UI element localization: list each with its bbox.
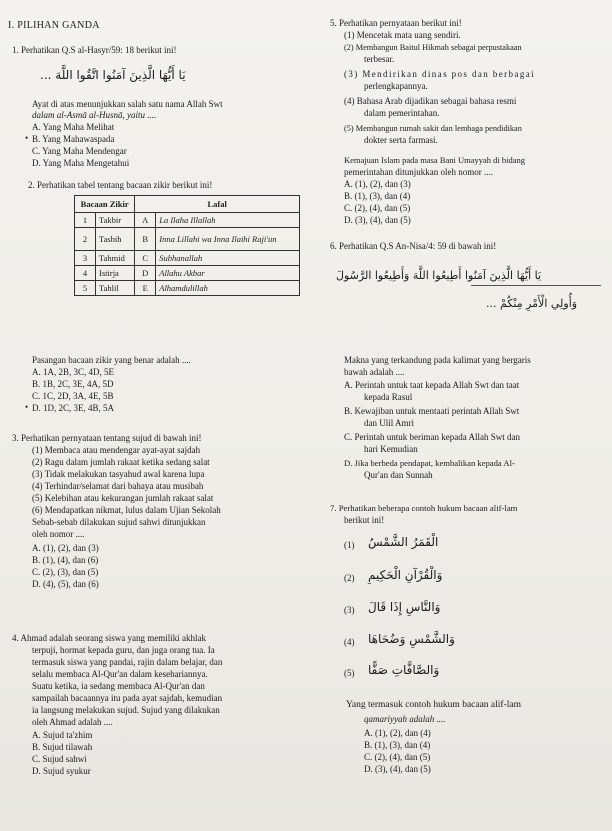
q1-option-c[interactable]: C. Yang Maha Mendengar	[32, 146, 127, 156]
q4-line-5: Suatu ketika, ia sedang membaca Al-Qur'an dan	[32, 681, 205, 691]
q6-option-b[interactable]: B. Kewajiban untuk mentaati perintah Allah Swt	[344, 406, 520, 416]
q5-item-1: (1) Mencetak mata uang sendiri.	[344, 30, 461, 40]
q4-line-7: ia langsung melakukan sujud. Sujud yang dilakukan	[32, 705, 220, 715]
q1-arabic: يَا أَيُّهَا الَّذِينَ آمَنُوا اتَّقُوا اللَّهَ ...	[40, 68, 186, 82]
q7-item-3-arabic: وَالنَّاسِ إِذَا قَالَ	[368, 600, 441, 614]
q7-option-c[interactable]: C. (2), (4), dan (5)	[364, 752, 431, 762]
table-row: 2 Tasbih B Inna Lillahi wa Inna Ilaihi Raji'un	[75, 228, 300, 251]
table-row: 1 Takbir A La Ilaha Illallah	[75, 213, 300, 228]
q5-option-d[interactable]: D. (3), (4), dan (5)	[344, 215, 411, 225]
q6-option-c[interactable]: C. Perintah untuk beriman kepada Allah Swt dan	[344, 432, 520, 442]
q2-after: Pasangan bacaan zikir yang benar adalah ....	[32, 355, 191, 365]
q3-option-c[interactable]: C. (2), (3), dan (5)	[32, 567, 99, 577]
q5-option-c[interactable]: C. (2), (4), dan (5)	[344, 203, 411, 213]
q1-line3: dalam al-Asmā al-Husnā, yaitu ....	[32, 110, 157, 120]
q4-line-8: oleh Ahmad adalah ....	[32, 717, 113, 727]
q4-line-3: termasuk siswa yang pandai, rajin dalam belajar, dan	[32, 657, 223, 667]
q3-item-5: (5) Kelebihan atau kekurangan jumlah rakaat salat	[32, 493, 214, 503]
q2-option-c[interactable]: C. 1C, 2D, 3A, 4E, 5B	[32, 391, 114, 401]
q5-item-2b: terbesar.	[364, 54, 395, 64]
q5-after2: pemerintahan ditunjukkan oleh nomor ....	[344, 167, 493, 177]
q7-item-3-no: (3)	[344, 605, 355, 615]
q1-line2: Ayat di atas menunjukkan salah satu nama Allah Swt	[32, 99, 223, 109]
q6-underline	[471, 285, 601, 286]
q6-option-d[interactable]: D. Jika berbeda pendapat, kembalikan kepada Al-	[344, 458, 515, 468]
q5-after1: Kemajuan Islam pada masa Bani Umayyah di bidang	[344, 155, 526, 165]
q1-option-d[interactable]: D. Yang Maha Mengetahui	[32, 158, 130, 168]
q2-option-d[interactable]: D. 1D, 2C, 3E, 4B, 5A	[32, 403, 115, 413]
table-header-lafal: Lafal	[135, 196, 300, 213]
q1-option-a[interactable]: A. Yang Maha Melihat	[32, 122, 115, 132]
zikir-table	[74, 195, 300, 296]
q6-option-c2[interactable]: hari Kemudian	[364, 444, 418, 454]
q7-option-d[interactable]: D. (3), (4), dan (5)	[364, 764, 431, 774]
table-header-bacaan: Bacaan Zikir	[75, 196, 135, 213]
q7-option-b[interactable]: B. (1), (3), dan (4)	[364, 740, 431, 750]
q7-after1: Yang termasuk contoh hukum bacaan alif-lam	[346, 700, 522, 710]
table-row: 3 Tahmid C Subhanallah	[75, 251, 300, 266]
table-row: 4 Istirja D Allahu Akbar	[75, 266, 300, 281]
q4-option-a[interactable]: A. Sujud ta'zhim	[32, 730, 93, 740]
q3-after1: Sebab-sebab dilakukan sujud sahwi ditunjukkan	[32, 517, 206, 527]
q7-item-5-arabic: وَالصَّافَّاتِ صَفًّا	[368, 663, 440, 677]
q3-after2: oleh nomor ....	[32, 529, 85, 539]
q3-option-a[interactable]: A. (1), (2), dan (3)	[32, 543, 99, 553]
q4-line-2: terpuji, hormat kepada guru, dan juga orang tua. Ia	[32, 645, 215, 655]
q1-marked-dot: •	[25, 133, 29, 143]
q7-option-a[interactable]: A. (1), (2), dan (4)	[364, 728, 431, 738]
q2-option-a[interactable]: A. 1A, 2B, 3C, 4D, 5E	[32, 367, 115, 377]
q3-item-1: (1) Membaca atau mendengar ayat-ayat sajdah	[32, 445, 201, 455]
q6-after1: Makna yang terkandung pada kalimat yang bergaris	[344, 355, 531, 365]
q4-option-d[interactable]: D. Sujud syukur	[32, 766, 91, 776]
q7-item-2-no: (2)	[344, 573, 355, 583]
q5-item-2: (2) Membangun Baitul Hikmah sebagai perpustakaan	[344, 43, 522, 52]
q3-item-3: (3) Tidak melakukan tasyahud awal karena lupa	[32, 469, 205, 479]
q4-line-1: 4. Ahmad adalah seorang siswa yang memiliki akhlak	[12, 633, 206, 643]
q4-option-b[interactable]: B. Sujud tilawah	[32, 742, 93, 752]
q2-marked-dot: •	[25, 402, 29, 412]
q6-text: 6. Perhatikan Q.S An-Nisa/4: 59 di bawah ini!	[330, 241, 497, 251]
q7-item-1-no: (1)	[344, 540, 355, 550]
q7-text2: berikut ini!	[344, 515, 385, 525]
q3-item-4: (4) Terhindar/selamat dari bahaya atau musibah	[32, 481, 204, 491]
q6-option-a2[interactable]: kepada Rasul	[364, 392, 413, 402]
q4-line-4: selalu membaca Al-Qur'an dalam kesehariannya.	[32, 669, 208, 679]
q7-item-4-no: (4)	[344, 637, 355, 647]
q5-item-3b: perlengkapannya.	[364, 81, 428, 91]
q5-item-5b: dokter serta farmasi.	[364, 135, 438, 145]
q7-after2: qamariyyah adalah ....	[364, 714, 446, 724]
section-title: I. PILIHAN GANDA	[8, 20, 100, 31]
q3-item-6: (6) Mendapatkan nikmat, lulus dalam Ujian Sekolah	[32, 505, 221, 515]
q5-option-a[interactable]: A. (1), (2), dan (3)	[344, 179, 411, 189]
q6-after2: bawah adalah ....	[344, 367, 405, 377]
q5-text: 5. Perhatikan pernyataan berikut ini!	[330, 18, 462, 28]
q4-line-6: sampailah bacaannya itu pada ayat sajdah, kemudian	[32, 693, 223, 703]
q5-option-b[interactable]: B. (1), (3), dan (4)	[344, 191, 411, 201]
q5-item-4: (4) Bahasa Arab dijadikan sebagai bahasa resmi	[344, 96, 517, 106]
q7-item-5-no: (5)	[344, 668, 355, 678]
q2-option-b[interactable]: B. 1B, 2C, 3E, 4A, 5D	[32, 379, 114, 389]
q7-text: 7. Perhatikan beberapa contoh hukum bacaan alif-lam	[330, 503, 518, 513]
q6-option-d2[interactable]: Qur'an dan Sunnah	[364, 470, 433, 480]
q5-item-4b: dalam pemerintahan.	[364, 108, 440, 118]
q4-option-c[interactable]: C. Sujud sahwi	[32, 754, 87, 764]
q7-item-1-arabic: الْقَمَرُ الشَّمْسُ	[368, 535, 439, 549]
q6-option-b2[interactable]: dan Ulil Amri	[364, 418, 414, 428]
q5-item-5: (5) Membangun rumah sakit dan lembaga pendidikan	[344, 124, 522, 133]
q5-item-3: (3) Mendirikan dinas pos dan berbagai	[344, 69, 536, 79]
q3-option-d[interactable]: D. (4), (5), dan (6)	[32, 579, 99, 589]
q1-option-b[interactable]: B. Yang Mahawaspada	[32, 134, 115, 144]
q7-item-2-arabic: وَالْقُرْآنِ الْحَكِيمِ	[368, 568, 443, 582]
q3-option-b[interactable]: B. (1), (4), dan (6)	[32, 555, 99, 565]
q1-text: 1. Perhatikan Q.S al-Hasyr/59: 18 berikut ini!	[12, 45, 177, 55]
q6-arabic-1: يَا أَيُّهَا الَّذِينَ آمَنُوا أَطِيعُوا اللَّهَ وَأَطِيعُوا الرَّسُولَ	[336, 269, 542, 282]
q3-text: 3. Perhatikan pernyataan tentang sujud di bawah ini!	[12, 433, 202, 443]
q7-item-4-arabic: وَالشَّمْسِ وَضُحَاهَا	[368, 632, 455, 646]
q6-option-a[interactable]: A. Perintah untuk taat kepada Allah Swt dan taat	[344, 380, 520, 390]
table-row: 5 Tahlil E Alhamdulillah	[75, 281, 300, 296]
q3-item-2: (2) Ragu dalam jumlah rakaat ketika sedang salat	[32, 457, 210, 467]
q6-arabic-2: وَأُولِي الْأَمْرِ مِنْكُمْ ...	[486, 297, 578, 310]
q2-text: 2. Perhatikan tabel tentang bacaan zikir berikut ini!	[28, 180, 213, 190]
